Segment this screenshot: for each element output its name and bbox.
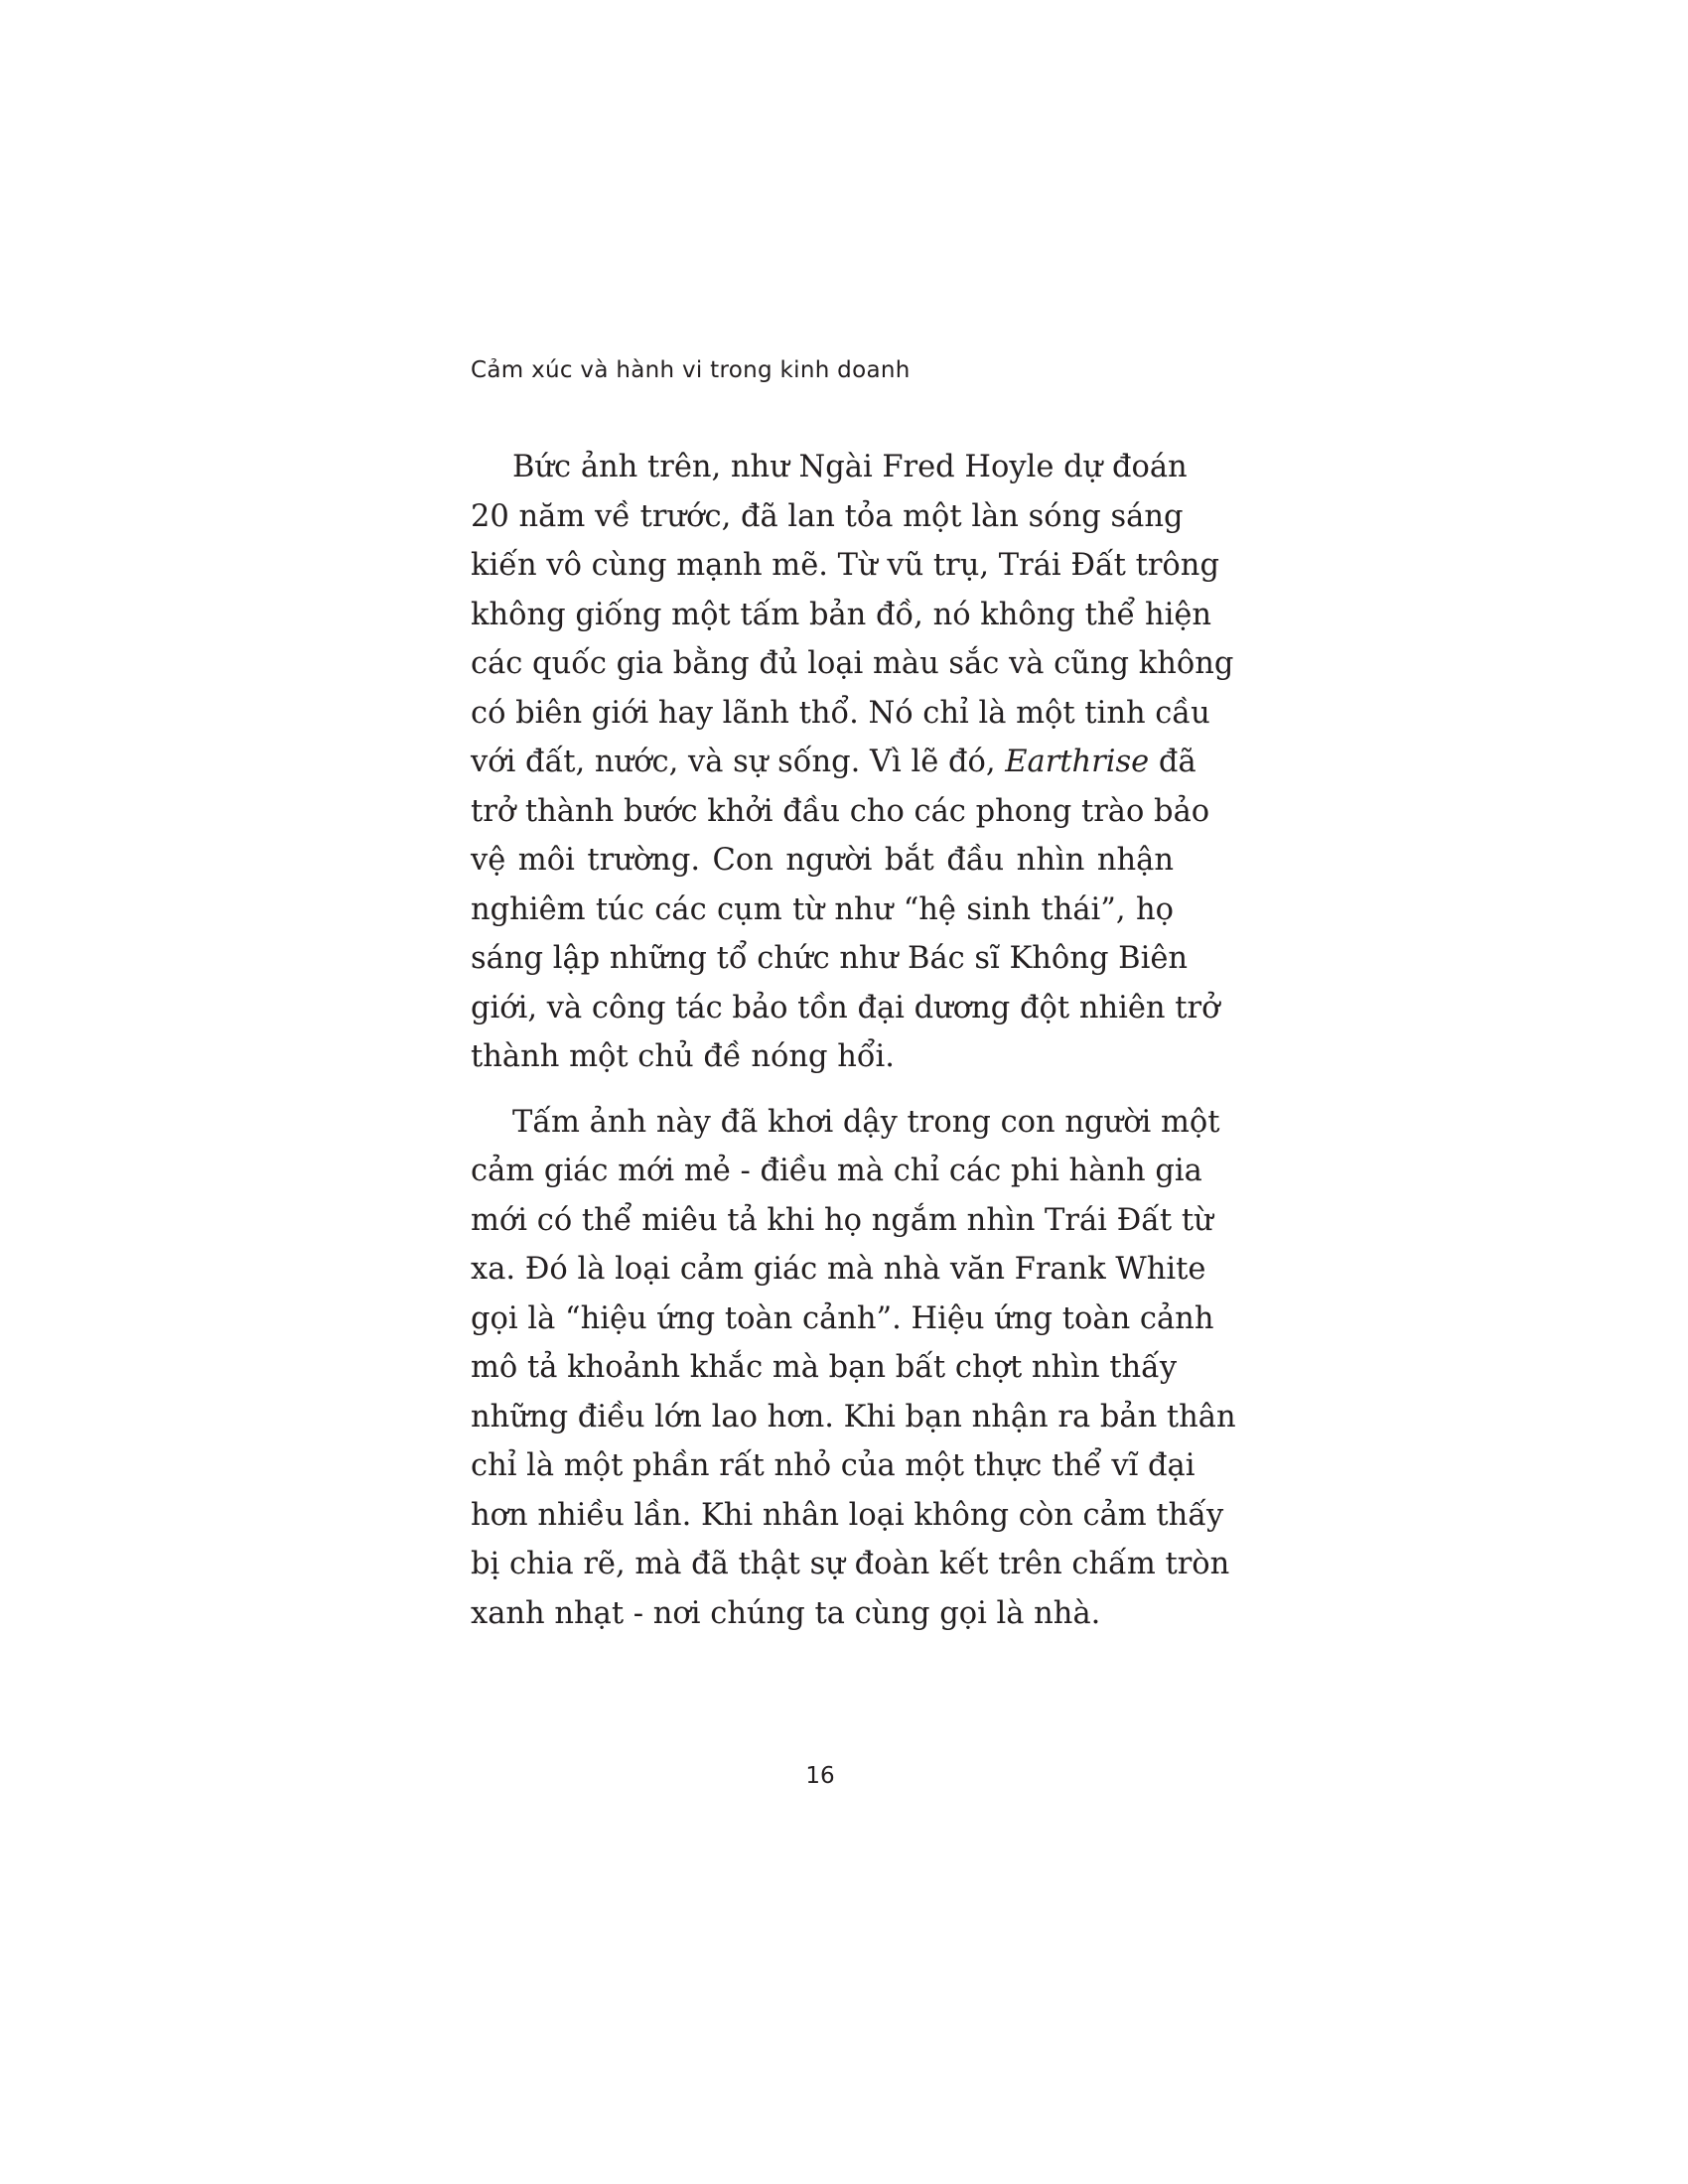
text-line: chỉ là một phần rất nhỏ của một thực thể vĩ đại [471, 1448, 1196, 1483]
text-line: nghiêm túc các cụm từ như “hệ sinh thái”, họ [471, 891, 1174, 927]
text-line: hơn nhiều lần. Khi nhân loại không còn cảm thấy [471, 1497, 1224, 1533]
text-line: gọi là “hiệu ứng toàn cảnh”. Hiệu ứng toàn cảnh [471, 1300, 1214, 1336]
text-line: xa. Đó là loại cảm giác mà nhà văn Frank White [471, 1252, 1206, 1287]
text-line [471, 738, 1196, 787]
text-line: cảm giác mới mẻ - điều mà chỉ các phi hành gia [471, 1154, 1202, 1188]
italic-title: Earthrise [1005, 745, 1150, 779]
text-line: sáng lập những tổ chức như Bác sĩ Không Biên [471, 941, 1189, 976]
text-segment: đã [1149, 745, 1196, 779]
text-line: không giống một tấm bản đồ, nó không thể hiện [471, 597, 1212, 632]
text-line: Tấm ảnh này đã khơi dậy trong con người một [512, 1104, 1220, 1140]
paragraph-2 [471, 1098, 1236, 1639]
paragraph-1 [471, 443, 1234, 1082]
body-text [471, 443, 1236, 1654]
page-number: 16 [805, 1763, 835, 1789]
text-line: giới, và công tác bảo tồn đại dương đột nhiên trở [471, 990, 1220, 1025]
text-line: bị chia rẽ, mà đã thật sự đoàn kết trên chấm tròn [471, 1547, 1230, 1581]
text-line: xanh nhạt - nơi chúng ta cùng gọi là nhà. [471, 1595, 1101, 1631]
text-line: thành một chủ đề nóng hổi. [471, 1039, 895, 1074]
text-line: Bức ảnh trên, như Ngài Fred Hoyle dự đoán [512, 450, 1188, 484]
text-line: mô tả khoảnh khắc mà bạn bất chợt nhìn thấy [471, 1350, 1178, 1385]
text-segment: với đất, nước, và sự sống. Vì lẽ đó, [471, 745, 1006, 779]
running-header: Cảm xúc và hành vi trong kinh doanh [471, 357, 911, 383]
text-line: các quốc gia bằng đủ loại màu sắc và cũng không [471, 646, 1234, 681]
text-line: mới có thể miêu tả khi họ ngắm nhìn Trái Đất từ [471, 1202, 1213, 1238]
text-line: kiến vô cùng mạnh mẽ. Từ vũ trụ, Trái Đất trông [471, 548, 1219, 583]
text-line: vệ môi trường. Con người bắt đầu nhìn nhận [471, 843, 1174, 878]
text-line: 20 năm về trước, đã lan tỏa một làn sóng sáng [471, 498, 1184, 534]
text-line: những điều lớn lao hơn. Khi bạn nhận ra bản thân [471, 1399, 1236, 1434]
text-line: có biên giới hay lãnh thổ. Nó chỉ là một tinh cầu [471, 695, 1210, 731]
text-line: trở thành bước khởi đầu cho các phong trào bảo [471, 793, 1210, 829]
